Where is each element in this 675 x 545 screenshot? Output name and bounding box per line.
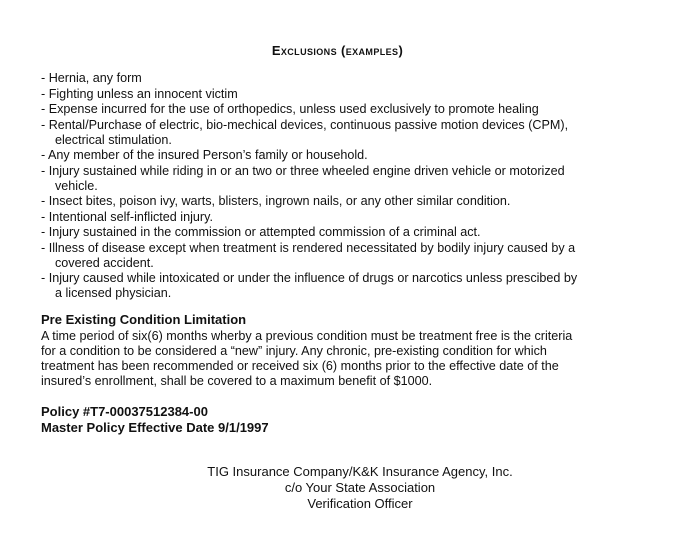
list-item [41, 118, 675, 148]
list-item-continuation: a licensed physician. [55, 286, 172, 300]
exclusions-list [41, 71, 675, 302]
paragraph-line: for a condition to be considered a “new” injury. Any chronic, pre-existing condition for which [41, 344, 547, 358]
list-item [41, 87, 675, 102]
paragraph-line: A time period of six(6) months wherby a previous condition must be treatment free is the criteria [41, 329, 573, 343]
policy-number: Policy #T7-00037512384-00 [41, 404, 208, 419]
list-item [41, 164, 675, 194]
list-item [41, 102, 675, 117]
list-item-continuation: vehicle. [55, 178, 98, 193]
list-item [41, 194, 675, 209]
footer-address [0, 464, 675, 512]
policy-info [41, 404, 269, 435]
list-item-text: - Insect bites, poison ivy, warts, blisters, ingrown nails, or any other similar condition. [41, 194, 511, 208]
pre-existing-title: Pre Existing Condition Limitation [41, 312, 247, 327]
list-item [41, 271, 675, 301]
list-item-text: - Hernia, any form [41, 71, 142, 85]
list-item [41, 241, 675, 271]
list-item-text: - Injury sustained in the commission or attempted commission of a criminal act. [41, 225, 481, 239]
list-item-text: - Rental/Purchase of electric, bio-mechical devices, continuous passive motion devices (CPM), [41, 117, 569, 132]
pre-existing-paragraph [41, 329, 572, 389]
footer-association: c/o Your State Association [284, 480, 436, 495]
paragraph-line: insured’s enrollment, shall be covered to a maximum benefit of $1000. [41, 374, 433, 388]
list-item-text: - Injury sustained while riding in or an two or three wheeled engine driven vehicle or motorized [41, 163, 565, 178]
list-item-text: - Fighting unless an innocent victim [41, 86, 238, 101]
list-item-text: - Intentional self-inflicted injury. [41, 209, 213, 224]
footer-company: TIG Insurance Company/K&K Insurance Agency, Inc. [207, 464, 513, 479]
list-item [41, 225, 675, 240]
list-item-text: - Expense incurred for the use of orthopedics, unless used exclusively to promote healing [41, 102, 539, 116]
list-item-continuation: electrical stimulation. [55, 132, 172, 147]
list-item-text: - Injury caused while intoxicated or under the influence of drugs or narcotics unless prescibed by [41, 271, 578, 285]
list-item [41, 148, 675, 163]
paragraph-line: treatment has been recommended or received six (6) months prior to the effective date of the [41, 359, 559, 373]
list-item [41, 71, 675, 86]
list-item [41, 210, 675, 225]
exclusions-heading: Exclusions (examples) [271, 43, 404, 58]
list-item-text: - Any member of the insured Person’s family or household. [41, 148, 368, 162]
list-item-text: - Illness of disease except when treatment is rendered necessitated by bodily injury caused by a [41, 240, 576, 255]
policy-effective-date: Master Policy Effective Date 9/1/1997 [41, 419, 269, 435]
footer-officer: Verification Officer [307, 496, 413, 511]
list-item-continuation: covered accident. [55, 255, 154, 270]
